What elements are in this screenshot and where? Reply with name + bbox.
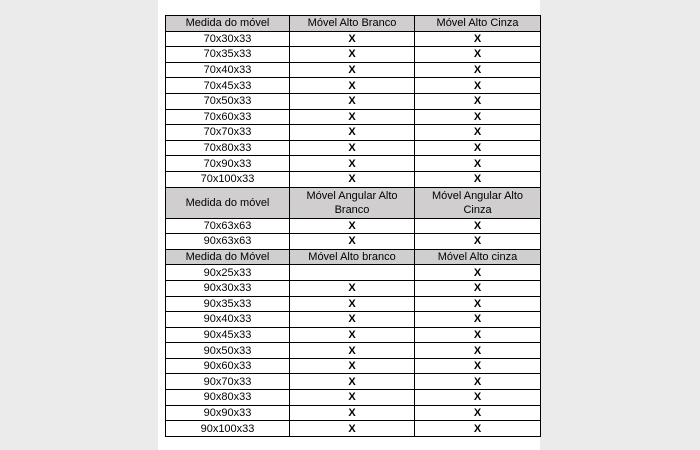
dimension-cell: 90x35x33 bbox=[166, 296, 290, 312]
availability-cell: X bbox=[415, 280, 541, 296]
availability-cell: X bbox=[415, 218, 541, 234]
table-row bbox=[166, 125, 541, 141]
availability-cell: X bbox=[415, 358, 541, 374]
dimension-cell: 90x100x33 bbox=[166, 421, 290, 437]
dimension-cell: 90x70x33 bbox=[166, 374, 290, 390]
availability-cell: X bbox=[415, 171, 541, 187]
dimension-cell: 70x100x33 bbox=[166, 171, 290, 187]
availability-cell: X bbox=[415, 390, 541, 406]
dimension-cell: 70x30x33 bbox=[166, 31, 290, 47]
availability-cell: X bbox=[415, 140, 541, 156]
table-row bbox=[166, 62, 541, 78]
availability-cell: X bbox=[415, 405, 541, 421]
dimension-cell: 70x60x33 bbox=[166, 109, 290, 125]
availability-cell: X bbox=[290, 171, 415, 187]
section-header-row bbox=[166, 187, 541, 218]
availability-cell: X bbox=[290, 421, 415, 437]
availability-cell: X bbox=[415, 421, 541, 437]
table-row bbox=[166, 405, 541, 421]
column-header: Móvel Angular Alto Branco bbox=[290, 187, 415, 218]
availability-cell: X bbox=[290, 280, 415, 296]
availability-cell: X bbox=[415, 93, 541, 109]
table-row bbox=[166, 312, 541, 328]
availability-cell: X bbox=[290, 78, 415, 94]
table-row bbox=[166, 31, 541, 47]
dimension-cell: 70x70x33 bbox=[166, 125, 290, 141]
availability-cell: X bbox=[290, 234, 415, 250]
availability-cell: X bbox=[415, 327, 541, 343]
table-row bbox=[166, 296, 541, 312]
dimension-cell: 70x80x33 bbox=[166, 140, 290, 156]
table-row bbox=[166, 421, 541, 437]
table-row bbox=[166, 109, 541, 125]
availability-cell: X bbox=[415, 47, 541, 63]
availability-cell: X bbox=[290, 47, 415, 63]
availability-cell: X bbox=[290, 296, 415, 312]
table-row bbox=[166, 358, 541, 374]
dimension-cell: 90x90x33 bbox=[166, 405, 290, 421]
availability-cell: X bbox=[290, 218, 415, 234]
availability-cell: X bbox=[290, 109, 415, 125]
table-row bbox=[166, 374, 541, 390]
availability-cell: X bbox=[290, 93, 415, 109]
column-header: Medida do móvel bbox=[166, 187, 290, 218]
table-body bbox=[166, 16, 541, 437]
availability-cell: X bbox=[290, 358, 415, 374]
availability-cell: X bbox=[415, 234, 541, 250]
dimension-cell: 90x63x63 bbox=[166, 234, 290, 250]
availability-cell: X bbox=[415, 312, 541, 328]
availability-cell bbox=[290, 265, 415, 281]
table-row bbox=[166, 234, 541, 250]
table-row bbox=[166, 265, 541, 281]
column-header: Móvel Alto Cinza bbox=[415, 16, 541, 32]
dimension-cell: 70x45x33 bbox=[166, 78, 290, 94]
table-row bbox=[166, 218, 541, 234]
section-header-row bbox=[166, 249, 541, 265]
column-header: Medida do Móvel bbox=[166, 249, 290, 265]
availability-cell: X bbox=[290, 390, 415, 406]
section-header-row bbox=[166, 16, 541, 32]
dimension-cell: 70x40x33 bbox=[166, 62, 290, 78]
column-header: Móvel Alto branco bbox=[290, 249, 415, 265]
dimension-cell: 90x40x33 bbox=[166, 312, 290, 328]
column-header: Móvel Alto Branco bbox=[290, 16, 415, 32]
availability-cell: X bbox=[415, 296, 541, 312]
column-header: Medida do móvel bbox=[166, 16, 290, 32]
document-page bbox=[158, 0, 540, 450]
availability-cell: X bbox=[290, 374, 415, 390]
table-row bbox=[166, 140, 541, 156]
availability-table bbox=[165, 15, 541, 437]
availability-cell: X bbox=[290, 343, 415, 359]
availability-cell: X bbox=[290, 327, 415, 343]
dimension-cell: 70x90x33 bbox=[166, 156, 290, 172]
column-header: Móvel Alto cinza bbox=[415, 249, 541, 265]
dimension-cell: 90x50x33 bbox=[166, 343, 290, 359]
availability-cell: X bbox=[415, 265, 541, 281]
table-row bbox=[166, 171, 541, 187]
table-row bbox=[166, 78, 541, 94]
availability-cell: X bbox=[290, 405, 415, 421]
dimension-cell: 90x80x33 bbox=[166, 390, 290, 406]
availability-cell: X bbox=[415, 31, 541, 47]
availability-cell: X bbox=[415, 343, 541, 359]
availability-cell: X bbox=[415, 156, 541, 172]
dimension-cell: 70x35x33 bbox=[166, 47, 290, 63]
table-row bbox=[166, 343, 541, 359]
table-row bbox=[166, 280, 541, 296]
table-row bbox=[166, 156, 541, 172]
availability-cell: X bbox=[415, 125, 541, 141]
availability-cell: X bbox=[290, 31, 415, 47]
availability-cell: X bbox=[415, 78, 541, 94]
dimension-cell: 90x25x33 bbox=[166, 265, 290, 281]
dimension-cell: 90x60x33 bbox=[166, 358, 290, 374]
availability-cell: X bbox=[290, 140, 415, 156]
column-header: Móvel Angular Alto Cinza bbox=[415, 187, 541, 218]
table-row bbox=[166, 93, 541, 109]
dimension-cell: 70x63x63 bbox=[166, 218, 290, 234]
availability-cell: X bbox=[290, 125, 415, 141]
availability-cell: X bbox=[415, 109, 541, 125]
table-row bbox=[166, 47, 541, 63]
dimension-cell: 70x50x33 bbox=[166, 93, 290, 109]
availability-cell: X bbox=[415, 374, 541, 390]
dimension-cell: 90x30x33 bbox=[166, 280, 290, 296]
dimension-cell: 90x45x33 bbox=[166, 327, 290, 343]
availability-cell: X bbox=[290, 156, 415, 172]
table-row bbox=[166, 327, 541, 343]
availability-cell: X bbox=[415, 62, 541, 78]
availability-cell: X bbox=[290, 312, 415, 328]
availability-cell: X bbox=[290, 62, 415, 78]
table-row bbox=[166, 390, 541, 406]
